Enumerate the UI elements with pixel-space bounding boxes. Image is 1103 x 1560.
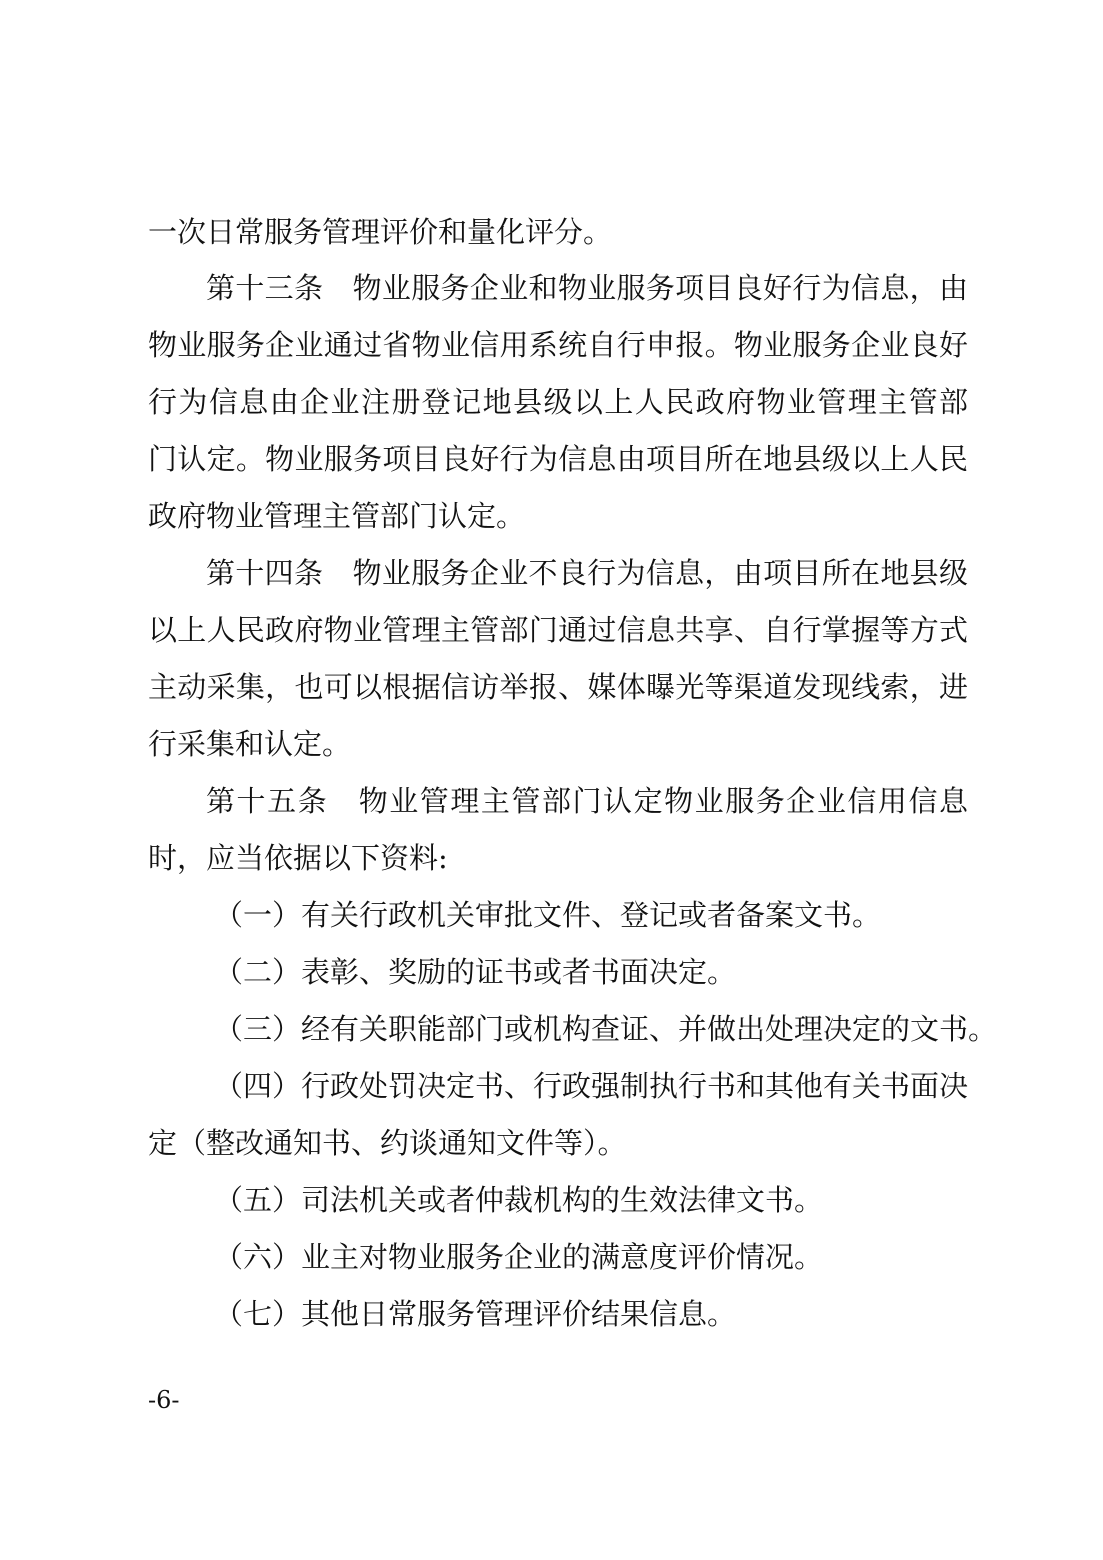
text-line: 门认定。物业服务项目良好行为信息由项目所在地县级以上人民 [148, 442, 968, 476]
text-line: 一次日常服务管理评价和量化评分。 [148, 215, 613, 249]
list-item-continuation: 定（整改通知书、约谈通知文件等）。 [148, 1126, 627, 1160]
text-line: 行采集和认定。 [148, 727, 352, 761]
list-item: （七）其他日常服务管理评价结果信息。 [214, 1297, 737, 1331]
list-item: （四）行政处罚决定书、行政强制执行书和其他有关书面决 [214, 1069, 969, 1103]
text-line: 主动采集，也可以根据信访举报、媒体曝光等渠道发现线索，进 [148, 670, 968, 704]
list-item: （五）司法机关或者仲裁机构的生效法律文书。 [214, 1183, 824, 1217]
list-item: （一）有关行政机关审批文件、登记或者备案文书。 [214, 898, 882, 932]
article-13-heading-line: 第十三条 物业服务企业和物业服务项目良好行为信息，由 [206, 271, 968, 305]
text-line: 行为信息由企业注册登记地县级以上人民政府物业管理主管部 [148, 385, 968, 419]
list-item: （三）经有关职能部门或机构查证、并做出处理决定的文书。 [214, 1012, 998, 1046]
text-line: 物业服务企业通过省物业信用系统自行申报。物业服务企业良好 [148, 328, 968, 362]
list-item: （二）表彰、奖励的证书或者书面决定。 [214, 955, 737, 989]
text-line: 以上人民政府物业管理主管部门通过信息共享、自行掌握等方式 [148, 613, 968, 647]
text-line: 时，应当依据以下资料: [148, 841, 448, 875]
list-item: （六）业主对物业服务企业的满意度评价情况。 [214, 1240, 824, 1274]
article-14-heading-line: 第十四条 物业服务企业不良行为信息，由项目所在地县级 [206, 556, 968, 590]
text-line: 政府物业管理主管部门认定。 [148, 499, 526, 533]
article-15-heading-line: 第十五条 物业管理主管部门认定物业服务企业信用信息 [206, 784, 968, 818]
page-number: -6- [148, 1386, 180, 1414]
